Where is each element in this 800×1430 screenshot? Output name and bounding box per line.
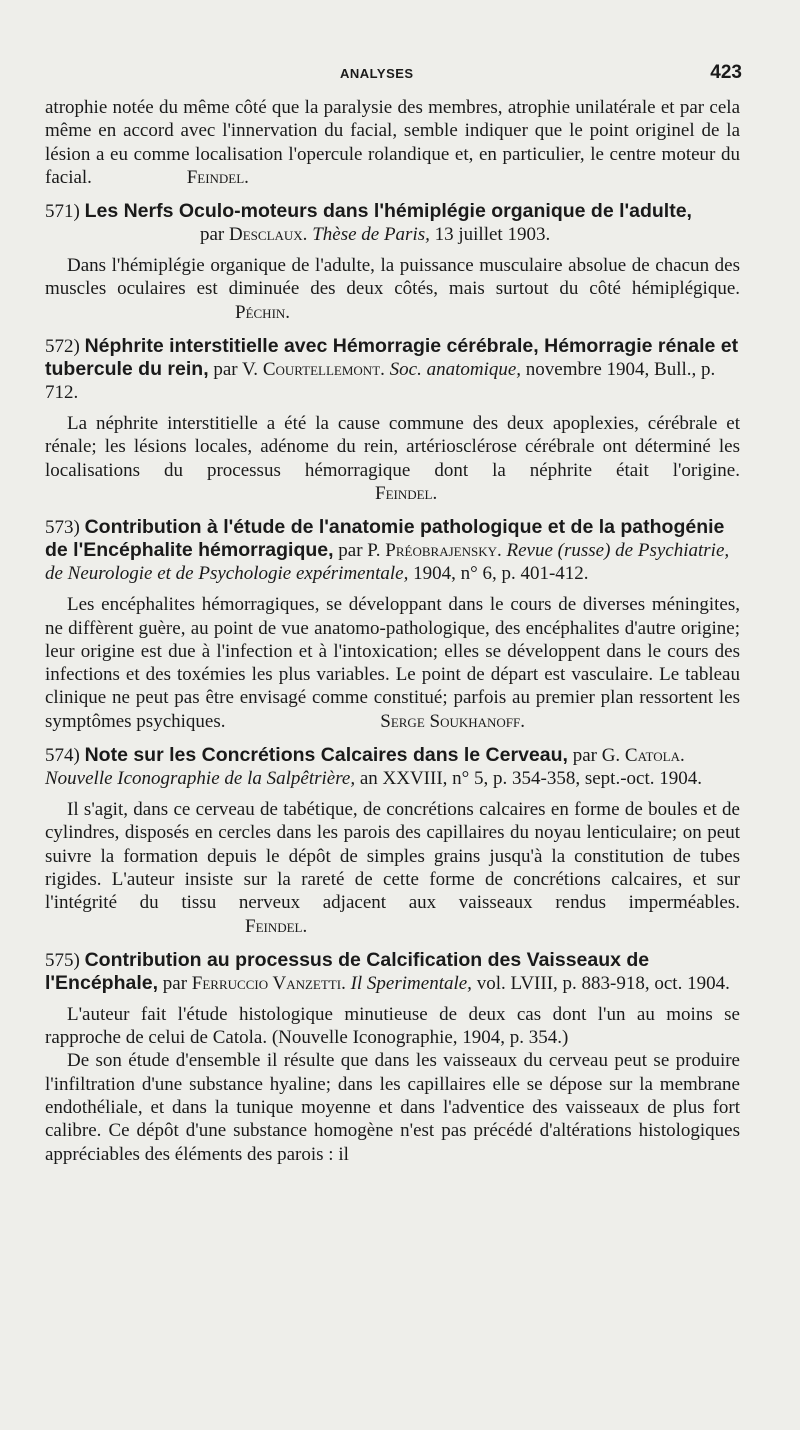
entry-body	[45, 798, 740, 938]
entry-body-text-2: De son étude d'ensemble il résulte que dans les vaisseaux du cerveau peut se produire l'infiltration d'une substance hyaline; dans les capillaires elle se dépose sur la membrane endothéliale, et dans la tunique moyenne et dans l'adventice des vaisseaux de plus fort calibre. Ce dépôt d'une substance homogène n'est pas précédé d'altérations histologiques appréciables des éléments des parois : il	[45, 1050, 740, 1165]
entry-signature: Feindel.	[375, 482, 438, 504]
entry-heading	[45, 744, 740, 790]
entry-author: Ferruccio Vanzetti.	[191, 972, 346, 994]
entry-body	[45, 1003, 740, 1050]
page-number: 423	[710, 62, 742, 83]
entry-body-text: Il s'agit, dans ce cerveau de tabétique, de concrétions calcaires en forme de boules et de cylindres, disposés en cercles dans les parois des capillaires du noyau lenticulaire; on peut suivre la formation depuis le dépôt de simples grains jusqu'à la constitution de tubes rigides. L'auteur insiste sur la rareté de cette forme de concrétions calcaires, et sur l'intégrité du tissu nerveux adjacent aux vaisseaux rendus imperméables.	[45, 799, 740, 914]
entry-source: Soc. anatomique,	[389, 359, 522, 381]
entry-number: 571)	[45, 201, 80, 223]
entry-author: Courtellemont.	[262, 359, 385, 381]
entry-heading	[45, 516, 740, 585]
entry-body	[45, 593, 740, 733]
entry-source: Il Sperimentale,	[350, 972, 472, 994]
entry-author: Catola.	[624, 745, 685, 767]
entry-title: Note sur les Concrétions Calcaires dans le Cerveau,	[84, 744, 568, 767]
entry-author: Préobrajensky.	[385, 540, 502, 562]
entry-signature: Feindel.	[245, 915, 308, 937]
entry-number: 574)	[45, 745, 80, 767]
entry-571	[45, 200, 740, 324]
entry-573	[45, 516, 740, 733]
header-title: ANALYSES	[340, 66, 414, 81]
entry-heading	[45, 200, 740, 246]
entry-572	[45, 335, 740, 505]
entry-heading	[45, 949, 740, 995]
intro-paragraph	[45, 96, 740, 189]
ref-prefix: par V.	[213, 359, 259, 381]
intro-text: atrophie notée du même côté que la paralysie des membres, atrophie unilatérale et par cela même en accord avec l'innervation du facial, semble indiquer que le point originel de la lésion a eu comme localisation l'opercule rolandique et, en particulier, le centre moteur du facial.	[45, 97, 740, 188]
entry-title: Néphrite interstitielle avec Hémorragie cérébrale, Hémorragie rénale et tubercule du rein,	[45, 335, 739, 381]
entry-signature: Serge Soukhanoff.	[380, 710, 526, 732]
ref-prefix: par G.	[572, 745, 621, 767]
ref-suffix: novembre 1904, Bull., p. 712.	[45, 359, 716, 404]
entry-number: 572)	[45, 336, 80, 358]
ref-suffix: an XXVIII, n° 5, p. 354-358, sept.-oct. 1904.	[359, 768, 702, 790]
entry-source: Thèse de Paris,	[312, 224, 430, 246]
entry-number: 575)	[45, 949, 80, 971]
ref-suffix: 13 juillet 1903.	[434, 224, 551, 246]
running-header	[0, 64, 800, 88]
entry-body-text: Dans l'hémiplégie organique de l'adulte, la puissance musculaire absolue de chacun des muscles oculaires est diminuée des deux côtés, mais surtout du côté hémiplégique.	[45, 255, 740, 300]
intro-signature: Feindel.	[186, 166, 249, 188]
entry-title: Contribution à l'étude de l'anatomie pathologique et de la pathogénie de l'Encéphalite hémorragique,	[45, 516, 725, 562]
entry-number: 573)	[45, 517, 80, 539]
entry-author: Desclaux.	[229, 224, 308, 246]
entry-reference	[45, 224, 550, 245]
page-body	[45, 96, 740, 1166]
ref-prefix: par	[200, 224, 225, 246]
entry-574	[45, 744, 740, 938]
ref-prefix: par P.	[338, 540, 381, 562]
entry-body	[45, 412, 740, 505]
entry-body-text: Les encéphalites hémorragiques, se développant dans le cours de diverses méningites, ne diffèrent guère, au point de vue anatomo-pathologique, des encéphalites d'autre origine; leur origine est due à l'infection et à l'intoxication; elles se développent dans le cours des infections et des toxémies les plus variables. Le point de départ est vasculaire. Le tableau clinique ne peut pas être envisagé comme constitué; parfois au premier plan ressortent les symptômes psychiques.	[45, 594, 740, 732]
entry-title: Les Nerfs Oculo-moteurs dans l'hémiplégie organique de l'adulte,	[84, 200, 692, 223]
entry-title: Contribution au processus de Calcification des Vaisseaux de l'Encéphale,	[45, 948, 650, 994]
ref-suffix: vol. LVIII, p. 883-918, oct. 1904.	[476, 972, 730, 994]
entry-source: Nouvelle Iconographie de la Salpêtrière,	[45, 768, 356, 790]
ref-suffix: 1904, n° 6, p. 401-412.	[413, 563, 589, 585]
entry-body-text: La néphrite interstitielle a été la cause commune des deux apoplexies, cérébrale et rénale; les lésions locales, adénome du rein, artériosclérose cérébrale ont déterminé les localisations du processus hémorragique dont la néphrite était l'origine.	[45, 413, 740, 481]
entry-source: Revue (russe) de Psychiatrie, de Neurologie et de Psychologie expérimentale,	[45, 540, 730, 585]
entry-heading	[45, 335, 740, 404]
entry-signature: Péchin.	[235, 301, 291, 323]
entry-body-text: L'auteur fait l'étude histologique minutieuse de deux cas dont l'un au moins se rapproche de celui de Catola. (Nouvelle Iconographie, 1904, p. 354.)	[45, 1003, 740, 1049]
entry-body-continued	[45, 1049, 740, 1165]
entry-body	[45, 254, 740, 324]
entry-575	[45, 949, 740, 1166]
ref-prefix: par	[162, 972, 188, 994]
